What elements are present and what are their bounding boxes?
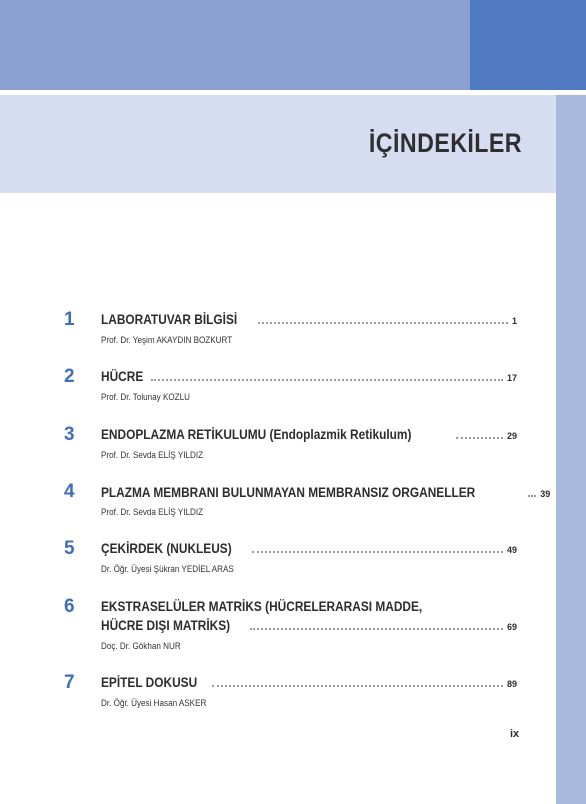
dot-leader bbox=[528, 495, 536, 497]
chapter-page-number: 1 bbox=[511, 316, 517, 326]
chapter-author: Dr. Öğr. Üyesi Hasan ASKER bbox=[101, 698, 207, 708]
chapter-page-number: 39 bbox=[540, 489, 551, 499]
chapter-number: 5 bbox=[64, 538, 75, 559]
chapter-number: 2 bbox=[64, 366, 75, 387]
chapter-author: Doç. Dr. Gökhan NUR bbox=[101, 641, 181, 651]
chapter-page-number: 89 bbox=[506, 679, 517, 689]
chapter-page-number: 29 bbox=[506, 431, 517, 441]
chapter-author: Prof. Dr. Sevda ELİŞ YILDIZ bbox=[101, 507, 204, 517]
top-banner-corner bbox=[470, 0, 586, 90]
dot-leader bbox=[252, 551, 503, 553]
chapter-number: 4 bbox=[64, 481, 75, 502]
side-strip bbox=[556, 95, 586, 804]
top-banner-band bbox=[0, 0, 470, 90]
chapter-title[interactable]: LABORATUVAR BİLGİSİ bbox=[101, 312, 238, 327]
chapter-author: Prof. Dr. Tolunay KOZLU bbox=[101, 392, 190, 402]
chapter-title-line bbox=[101, 310, 517, 330]
chapter-title[interactable]: HÜCRE bbox=[101, 369, 144, 384]
dot-leader bbox=[456, 437, 503, 439]
dot-leader bbox=[250, 628, 503, 630]
chapter-author: Prof. Dr. Yeşim AKAYDIN BOZKURT bbox=[101, 335, 233, 345]
chapter-title[interactable]: EKSTRASELÜLER MATRİKS (HÜCRELERARASI MADDE, bbox=[101, 599, 423, 614]
chapter-title-continued[interactable]: HÜCRE DIŞI MATRİKS) bbox=[101, 618, 231, 633]
chapter-title-line bbox=[101, 483, 551, 503]
chapter-page-number: 69 bbox=[506, 622, 517, 632]
chapter-title-line bbox=[101, 597, 517, 617]
chapter-title-line bbox=[101, 673, 517, 693]
chapter-number: 7 bbox=[64, 672, 75, 693]
page-number-roman: ix bbox=[510, 728, 520, 740]
chapter-title-line bbox=[101, 425, 517, 445]
page-title: İÇİNDEKİLER bbox=[368, 128, 522, 158]
chapter-number: 1 bbox=[64, 309, 75, 330]
chapter-number: 6 bbox=[64, 596, 75, 617]
chapter-title[interactable]: PLAZMA MEMBRANI BULUNMAYAN MEMBRANSIZ ORGANELLER bbox=[101, 485, 476, 500]
chapter-title[interactable]: ÇEKİRDEK (NUKLEUS) bbox=[101, 541, 232, 556]
chapter-number: 3 bbox=[64, 424, 75, 445]
dot-leader bbox=[258, 322, 508, 324]
chapter-title[interactable]: EPİTEL DOKUSU bbox=[101, 675, 198, 690]
chapter-title[interactable]: ENDOPLAZMA RETİKULUMU (Endoplazmik Retikulum) bbox=[101, 427, 412, 442]
chapter-author: Prof. Dr. Sevda ELİŞ YILDIZ bbox=[101, 450, 204, 460]
dot-leader bbox=[151, 379, 503, 381]
chapter-author: Dr. Öğr. Üyesi Şükran YEDİEL ARAS bbox=[101, 564, 234, 574]
dot-leader bbox=[212, 685, 503, 687]
chapter-page-number: 49 bbox=[506, 545, 517, 555]
chapter-title-line-2 bbox=[101, 616, 517, 636]
chapter-title-line bbox=[101, 539, 517, 559]
chapter-page-number: 17 bbox=[506, 373, 517, 383]
chapter-title-line bbox=[101, 367, 517, 387]
